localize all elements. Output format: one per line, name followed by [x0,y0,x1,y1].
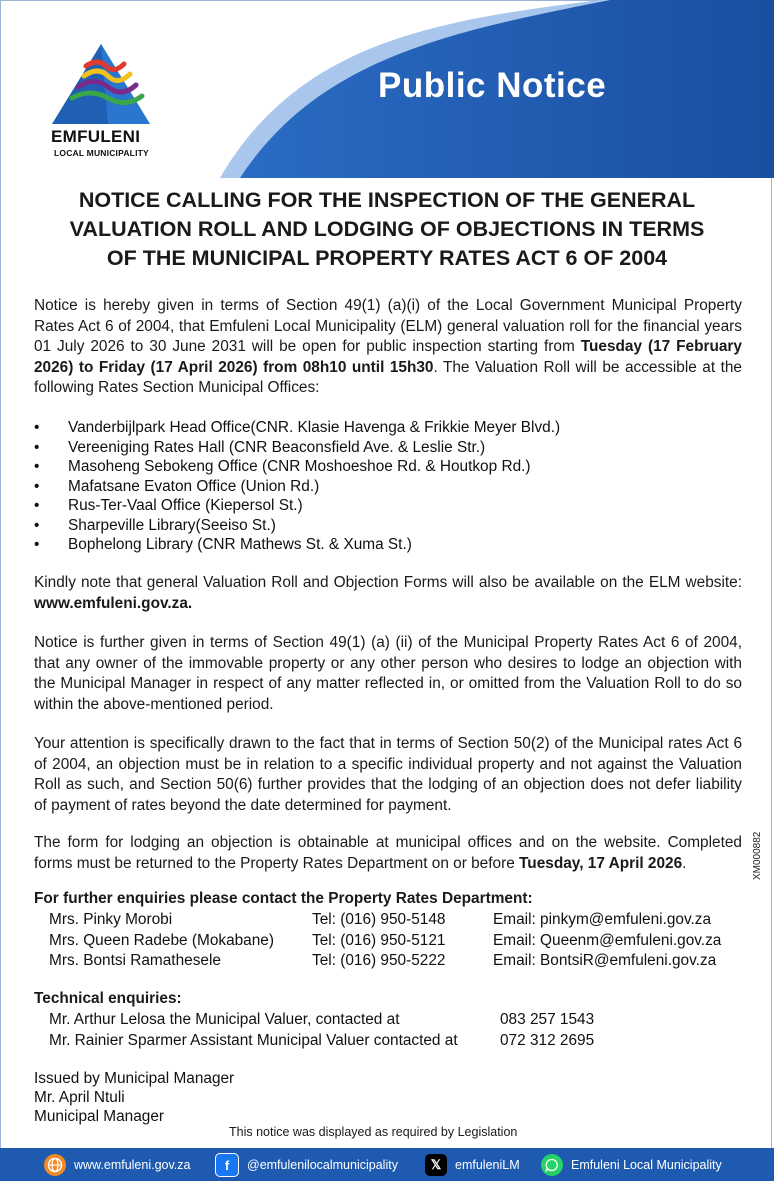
objection-paragraph: Notice is further given in terms of Section 49(1) (a) (ii) of the Municipal Property Rates Act 6 of 2004, that any owner of the immovable property or any other person who desires to lodge an objection with the Municipal Manager in respect of any matter reflected in, or omitted from the Valuation Roll to do so within the above-mentioned period. [34,634,742,713]
list-item: • Rus-Ter-Vaal Office (Kiepersol St.) [34,496,734,516]
footer-facebook-label: @emfulenilocalmunicipality [247,1158,398,1172]
headline-line: OF THE MUNICIPAL PROPERTY RATES ACT 6 OF 2004 [106,246,668,270]
contact-name: Mrs. Bontsi Ramathesele [49,952,221,969]
issued-by [34,1069,234,1126]
inspection-period: Tuesday (17 February 2026) to Friday (17 April 2026) from 08h10 until 15h30 [34,338,742,376]
x-icon: 𝕏 [425,1154,447,1176]
list-item: • Vanderbijlpark Head Office(CNR. Klasie Havenga & Frikkie Meyer Blvd.) [34,418,734,438]
contact-tel: Tel: (016) 950-5121 [312,931,446,949]
technical-title: Technical enquiries: [34,990,182,1007]
display-note: This notice was displayed as required by Legislation [229,1125,518,1139]
contact-email[interactable]: Email: BontsiR@emfuleni.gov.za [493,952,717,969]
issued-line: Municipal Manager [34,1108,165,1125]
notice-headline [20,186,754,273]
footer-website-label: www.emfuleni.gov.za [74,1158,191,1172]
issued-line: Issued by Municipal Manager [34,1070,235,1087]
technical-phone: 072 312 2695 [500,1031,595,1049]
intro-text: Notice is hereby given in terms of Section 49(1) (a)(i) of the Local Government Municipal Property Rates Act 6 of 2004, that Emfuleni Local Municipality (ELM) general valuation roll for the financial years 01 July 2026 to 30 June 2031 will be open for public inspection starting from [34,297,742,355]
contact-email[interactable]: Email: pinkym@emfuleni.gov.za [493,911,712,928]
logo-subtitle: LOCAL MUNICIPALITY [54,148,149,158]
contact-tel: Tel: (016) 950-5148 [312,911,446,928]
footer-bar [0,1148,774,1181]
list-item: • Mafatsane Evaton Office (Union Rd.) [34,477,734,497]
deadline-date: Tuesday, 17 April 2026 [519,854,683,872]
list-item: • Vereeniging Rates Hall (CNR Beaconsfield Ave. & Leslie Str.) [34,438,734,458]
list-item: • Masoheng Sebokeng Office (CNR Moshoeshoe Rd. & Houtkop Rd.) [34,457,734,477]
headline-line: NOTICE CALLING FOR THE INSPECTION OF THE GENERAL [78,188,696,212]
contact-tel: Tel: (016) 950-5222 [312,952,446,969]
contact-name: Mrs. Pinky Morobi [49,911,173,928]
enquiries-title: For further enquiries please contact the Property Rates Department: [34,890,533,907]
contact-name: Mrs. Queen Radebe (Mokabane) [49,931,274,949]
technical-name: Mr. Rainier Sparmer Assistant Municipal Valuer contacted at [49,1031,458,1049]
technical-phone: 083 257 1543 [500,1011,595,1028]
footer-whatsapp[interactable] [541,1154,722,1176]
footer-x[interactable] [425,1154,520,1176]
website-link[interactable]: www.emfuleni.gov.za. [34,594,193,612]
footer-website[interactable] [44,1154,191,1176]
side-code: XM000882 [752,831,763,880]
form-paragraph [34,833,742,874]
office-list [34,418,734,555]
footer-x-label: emfuleniLM [455,1158,520,1172]
page-title: Public Notice [378,66,607,105]
intro-tail: . The Valuation Roll will be accessible at the following Rates Section Municipal Offices: [34,358,742,396]
logo-name: EMFULENI [51,127,141,146]
website-paragraph [34,573,742,614]
facebook-icon: f [215,1153,239,1177]
footer-facebook[interactable] [215,1154,398,1176]
website-text: Kindly note that general Valuation Roll and Objection Forms will also be available on the ELM website: [34,574,742,591]
technical-name: Mr. Arthur Lelosa the Municipal Valuer, contacted at [49,1011,400,1028]
intro-paragraph [34,296,742,399]
globe-icon [44,1154,66,1176]
issued-line: Mr. April Ntuli [34,1089,125,1106]
whatsapp-icon [541,1154,563,1176]
section-50-paragraph: Your attention is specifically drawn to the fact that in terms of Section 50(2) of the Municipal rates Act 6 of 2004, an objection must be in relation to a specific individual property and not against the Valuation Roll as such, and Section 50(6) further provides that the lodging of an objection does not defer liability of payment of rates beyond the date determined for payment. [34,735,742,814]
form-text: The form for lodging an objection is obtainable at municipal offices and on the website. Completed forms must be returned to the Property Rates Department on or before [34,834,742,872]
list-item: • Sharpeville Library(Seeiso St.) [34,516,734,536]
form-tail: . [682,854,687,872]
contact-email[interactable]: Email: Queenm@emfuleni.gov.za [493,931,722,949]
headline-line: VALUATION ROLL AND LODGING OF OBJECTIONS IN TERMS [69,217,705,241]
footer-whatsapp-label: Emfuleni Local Municipality [571,1158,722,1172]
list-item: • Bophelong Library (CNR Mathews St. & Xuma St.) [34,535,734,555]
